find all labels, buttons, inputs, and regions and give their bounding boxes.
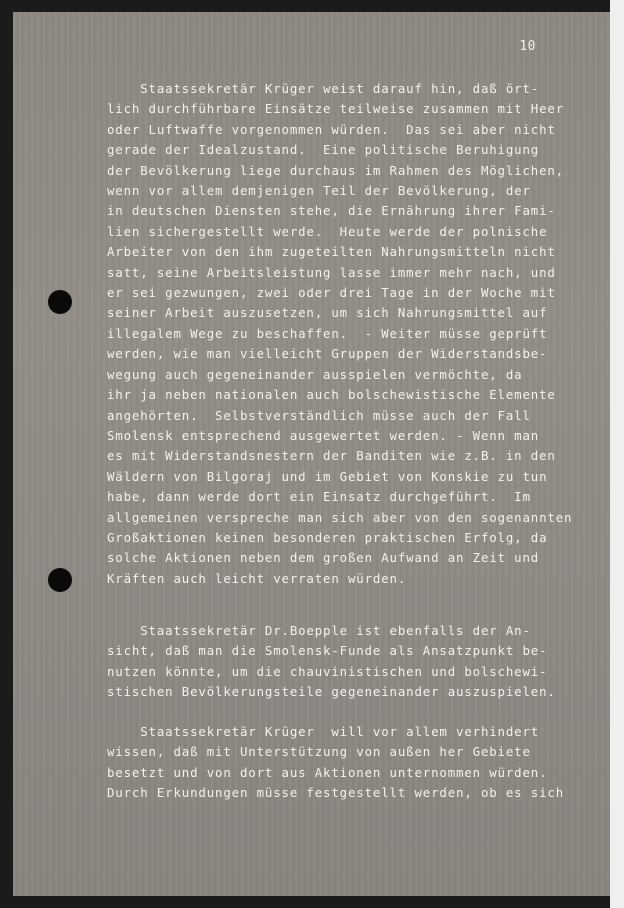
paragraph-2 <box>107 621 603 703</box>
text-line: allgemeinen verspreche man sich aber von den sogenannten <box>107 509 573 525</box>
text-line: nutzen könnte, um die chauvinistischen und bolschewi- <box>107 663 548 679</box>
text-line: Staatssekretär Krüger will vor allem verhindert <box>107 724 540 739</box>
text-line: besetzt und von dort aus Aktionen unternommen würden. <box>107 764 548 780</box>
text-line: Durch Erkundungen müsse festgestellt werden, ob es sich <box>107 785 565 801</box>
text-line: Großaktionen keinen besonderen praktischen Erfolg, da <box>107 529 548 545</box>
text-line: wegung auch gegeneinander ausspielen vermöchte, da <box>107 366 523 382</box>
text-line: werden, wie man vielleicht Gruppen der Widerstandsbe- <box>107 346 548 362</box>
text-line: in deutschen Diensten stehe, die Ernährung ihrer Fami- <box>107 203 556 219</box>
text-line: oder Luftwaffe vorgenommen würden. Das sei aber nicht <box>107 121 556 137</box>
text-line: Staatssekretär Krüger weist darauf hin, daß ört- <box>107 81 540 96</box>
text-line: er sei gezwungen, zwei oder drei Tage in der Woche mit <box>107 285 556 301</box>
text-line: sicht, daß man die Smolensk-Funde als Ansatzpunkt be- <box>107 643 548 659</box>
paragraph-1 <box>107 79 603 589</box>
text-line: Arbeiter von den ihm zugeteilten Nahrungsmitteln nicht <box>107 244 556 260</box>
text-line: satt, seine Arbeitsleistung lasse immer mehr nach, und <box>107 264 556 280</box>
text-line: lich durchführbare Einsätze teilweise zusammen mit Heer <box>107 101 565 117</box>
text-line: gerade der Idealzustand. Eine politische Beruhigung <box>107 142 540 158</box>
text-line: habe, dann werde dort ein Einsatz durchgeführt. Im <box>107 489 531 505</box>
text-line: wenn vor allem demjenigen Teil der Bevölkerung, der <box>107 183 531 199</box>
text-line: der Bevölkerung liege durchaus im Rahmen des Möglichen, <box>107 162 565 178</box>
paragraph-3 <box>107 722 603 804</box>
text-line: wissen, daß mit Unterstützung von außen her Gebiete <box>107 744 531 760</box>
text-line: angehörten. Selbstverständlich müsse auch der Fall <box>107 407 531 423</box>
text-line: Staatssekretär Dr.Boepple ist ebenfalls der An- <box>107 623 531 638</box>
punch-hole-bottom <box>48 568 72 592</box>
page-number: 10 <box>519 39 536 54</box>
text-line: es mit Widerstandsnestern der Banditen wie z.B. in den <box>107 448 556 464</box>
text-line: seiner Arbeit auszusetzen, um sich Nahrungsmittel auf <box>107 305 548 321</box>
document-page <box>13 12 610 896</box>
text-line: stischen Bevölkerungsteile gegeneinander auszuspielen. <box>107 684 556 700</box>
text-line: Smolensk entsprechend ausgewertet werden. - Wenn man <box>107 427 540 443</box>
punch-hole-top <box>48 290 72 314</box>
scanner-edge <box>610 0 624 908</box>
text-line: solche Aktionen neben dem großen Aufwand an Zeit und <box>107 550 540 566</box>
text-line: lien sichergestellt werde. Heute werde der polnische <box>107 223 548 239</box>
text-line: ihr ja neben nationalen auch bolschewistische Elemente <box>107 387 556 403</box>
text-line: Kräften auch leicht verraten würden. <box>107 570 407 586</box>
text-line: Wäldern von Bilgoraj und im Gebiet von Konskie zu tun <box>107 468 548 484</box>
text-line: illegalem Wege zu beschaffen. - Weiter müsse geprüft <box>107 325 548 341</box>
